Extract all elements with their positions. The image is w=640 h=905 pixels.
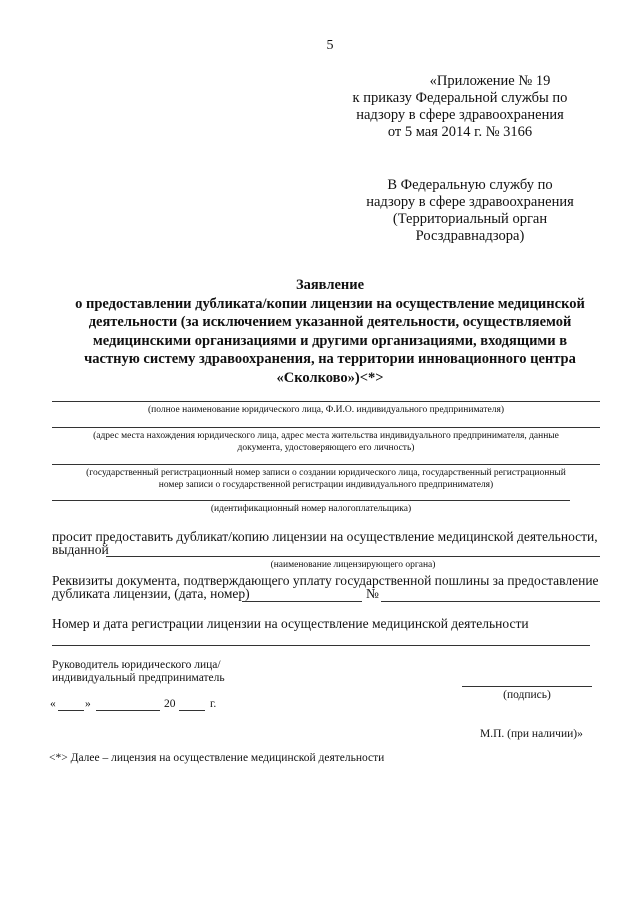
title-line: медицинскими организациями и другими организациями, входящими в — [92, 332, 568, 349]
full-name-caption: (полное наименование юридического лица, Ф.И.О. индивидуального предпринимателя) — [147, 405, 504, 415]
appendix-line: к приказу Федеральной службы по — [352, 90, 568, 106]
full-name-field[interactable] — [52, 401, 600, 402]
addressee-line: надзору в сфере здравоохранения — [366, 194, 574, 210]
number-sign: № — [366, 586, 379, 601]
payment-date-field[interactable] — [242, 601, 362, 602]
page-number: 5 — [326, 38, 334, 53]
title-line: о предоставлении дубликата/копии лицензии на осуществление медицинской — [75, 295, 585, 312]
title-line: «Сколково»)<*> — [276, 369, 384, 386]
registration-number-field[interactable] — [52, 464, 600, 465]
date-year-suffix: г. — [210, 698, 217, 710]
head-label: Руководитель юридического лица/ — [52, 659, 221, 671]
registration-caption: номер записи о государственной регистрации индивидуального предпринимателя) — [158, 480, 494, 490]
date-open-quote: « — [50, 698, 56, 710]
date-close-quote: » — [85, 698, 91, 710]
licensing-body-field[interactable] — [106, 556, 600, 557]
signature-caption: (подпись) — [503, 689, 551, 701]
document-title — [40, 276, 620, 387]
inn-field[interactable] — [52, 500, 570, 501]
date-year-prefix: 20 — [164, 698, 176, 710]
licensing-body-caption: (наименование лицензирующего органа) — [270, 560, 436, 570]
license-registration-field[interactable] — [52, 645, 590, 646]
appendix-line: «Приложение № 19 — [429, 73, 551, 89]
date-day-field[interactable] — [58, 710, 84, 711]
license-registration-label: Номер и дата регистрации лицензии на осуществление медицинской деятельности — [52, 616, 529, 631]
payment-date-label: дубликата лицензии, (дата, номер) — [52, 586, 250, 601]
payment-text: Реквизиты документа, подтверждающего уплату государственной пошлины за предоставление — [52, 573, 599, 588]
address-caption: (адрес места нахождения юридического лица, адрес места жительства индивидуального предпринимателя, данные — [93, 431, 559, 441]
head-label: индивидуальный предприниматель — [52, 672, 225, 684]
signature-field[interactable] — [462, 686, 592, 687]
payment-number-field[interactable] — [381, 601, 600, 602]
request-text: просит предоставить дубликат/копию лицензии на осуществление медицинской деятельности, — [52, 529, 598, 544]
seal-note: М.П. (при наличии)» — [480, 728, 583, 740]
addressee-line: В Федеральную службу по — [387, 177, 553, 193]
inn-caption: (идентификационный номер налогоплательщика) — [210, 504, 412, 514]
appendix-line: от 5 мая 2014 г. № 3166 — [387, 124, 533, 140]
title-line: частную систему здравоохранения, на территории инновационного центра — [84, 351, 576, 367]
date-month-field[interactable] — [96, 710, 160, 711]
footnote: <*> Далее – лицензия на осуществление медицинской деятельности — [49, 752, 385, 764]
title-line: Заявление — [295, 277, 365, 293]
addressee-line: Росздравнадзора) — [415, 228, 525, 244]
issued-by-label: выданной — [52, 542, 109, 557]
title-line: деятельности (за исключением указанной деятельности, осуществляемой — [88, 314, 572, 330]
addressee-line: (Территориальный орган — [392, 211, 548, 227]
date-year-field[interactable] — [179, 710, 205, 711]
address-field[interactable] — [52, 427, 600, 428]
registration-caption: (государственный регистрационный номер записи о создании юридического лица, государственный регистрационный — [86, 468, 566, 478]
address-caption: документа, удостоверяющего его личность) — [237, 443, 415, 453]
appendix-line: надзору в сфере здравоохранения — [356, 107, 564, 123]
